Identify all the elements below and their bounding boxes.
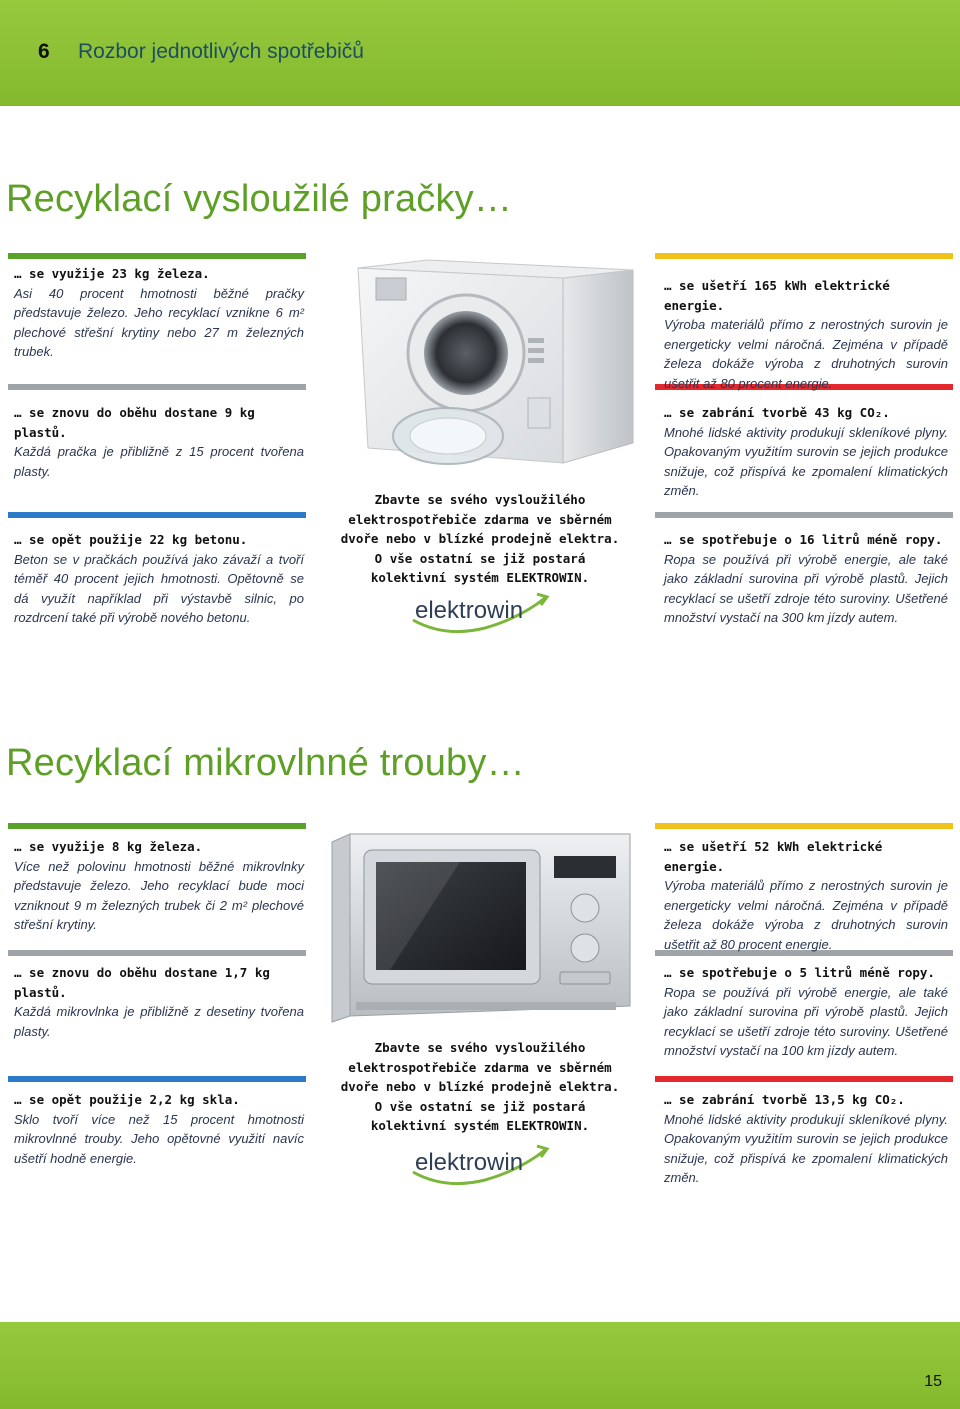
washer-concrete-block <box>14 530 304 628</box>
logo-wordmark: elektrowin <box>415 1149 524 1176</box>
washer-oil-text: Ropa se používá při výrobě energie, ale také jako základní surovina při výrobě plastů. Jejich recyklací se ušetří zdroje této suroviny. Ušetřené množství vystačí na 300 km jízdy autem. <box>664 551 948 625</box>
microwave-co2-text: Mnohé lidské aktivity produkují skleníkové plyny. Opakovaným využitím surovin se jejich produkce snižuje, což přispívá ke zpomalení klimatických změn. <box>664 1111 948 1185</box>
microwave-glass-heading: … se opět použije 2,2 kg skla. <box>14 1092 240 1107</box>
washer-plastic-block <box>14 403 304 481</box>
washer-plastic-heading: … se znovu do oběhu dostane 9 kg plastů. <box>14 405 255 440</box>
rule-gray <box>655 512 953 518</box>
rule-gray <box>8 384 306 390</box>
rule-yellow <box>655 253 953 259</box>
washer-section-title: Recyklací vysloužilé pračky… <box>6 178 513 220</box>
microwave-oil-heading: … se spotřebuje o 5 litrů méně ropy. <box>664 965 935 980</box>
washer-concrete-heading: … se opět použije 22 kg betonu. <box>14 532 248 547</box>
rule-green <box>8 823 306 829</box>
microwave-section-title: Recyklací mikrovlnné trouby… <box>6 742 525 784</box>
microwave-plastic-block <box>14 963 304 1041</box>
footer-bar <box>0 1322 960 1409</box>
microwave-iron-heading: … se využije 8 kg železa. <box>14 839 203 854</box>
washer-collection-note: Zbavte se svého vysloužilého elektrospotřebiče zdarma ve sběrném dvoře nebo v blízké prodejně elektra. O vše ostatní se již postará kolektivní systém ELEKTROWIN. <box>340 492 620 585</box>
rule-green <box>8 253 306 259</box>
microwave-co2-heading: … se zabrání tvorbě 13,5 kg CO₂. <box>664 1092 905 1107</box>
washer-energy-text: Výroba materiálů přímo z nerostných surovin je energeticky velmi náročná. Zejména v případě železa dokáže výroba z druhotných surovin ušetřit až 80 procent energie. <box>664 317 948 391</box>
chapter-number: 6 <box>38 40 50 63</box>
microwave-energy-text: Výroba materiálů přímo z nerostných surovin je energeticky velmi náročná. Zejména v případě železa dokáže výroba z druhotných surovin ušetřit až 80 procent energie. <box>664 878 948 952</box>
rule-gray <box>8 950 306 956</box>
washer-energy-heading: … se ušetří 165 kWh elektrické energie. <box>664 278 890 313</box>
microwave-iron-block <box>14 837 304 935</box>
microwave-glass-block <box>14 1090 304 1168</box>
elektrowin-logo <box>405 588 555 638</box>
microwave-collection-note: Zbavte se svého vysloužilého elektrospotřebiče zdarma ve sběrném dvoře nebo v blízké prodejně elektra. O vše ostatní se již postará kolektivní systém ELEKTROWIN. <box>340 1040 620 1133</box>
washing-machine-image <box>348 258 640 488</box>
microwave-energy-block <box>664 837 948 954</box>
washer-iron-heading: … se využije 23 kg železa. <box>14 266 210 281</box>
rule-blue <box>8 1076 306 1082</box>
washer-iron-text: Asi 40 procent hmotnosti běžné pračky představuje železo. Jeho recyklací vznikne 6 m² plechové střešní krytiny nebo 27 m železných trubek. <box>14 285 304 359</box>
washer-oil-block <box>664 530 948 628</box>
rule-blue <box>8 512 306 518</box>
washer-co2-block <box>664 403 948 501</box>
logo-wordmark: elektrowin <box>415 597 524 624</box>
chapter-title: Rozbor jednotlivých spotřebičů <box>78 40 364 63</box>
washer-co2-text: Mnohé lidské aktivity produkují skleníkové plyny. Opakovaným využitím surovin se jejich produkce snižuje, což přispívá ke zpomalení klimatických změn. <box>664 424 948 498</box>
microwave-oil-text: Ropa se používá při výrobě energie, ale také jako základní surovina při výrobě plastů. Jejich recyklací se ušetří zdroje této suroviny. Ušetřené množství vystačí na 100 km jízdy autem. <box>664 984 948 1058</box>
washer-plastic-text: Každá pračka je přibližně z 15 procent tvořena plasty. <box>14 444 304 479</box>
rule-red <box>655 1076 953 1082</box>
microwave-energy-heading: … se ušetří 52 kWh elektrické energie. <box>664 839 883 874</box>
washer-energy-block <box>664 276 948 393</box>
washer-concrete-text: Beton se v pračkách používá jako závaží a tvoří téměř 40 procent jejich hmotnosti. Opětovně se dá využít například při výstavbě silnic, po rozdrcení také při výrobě nového betonu. <box>14 551 304 625</box>
microwave-iron-text: Více než polovinu hmotnosti běžné mikrovlnky představuje železo. Jeho recyklací bude moci vzniknout 9 m železných trubek či 2 m² plechové střešní krytiny. <box>14 858 304 932</box>
washer-oil-heading: … se spotřebuje o 16 litrů méně ropy. <box>664 532 943 547</box>
microwave-plastic-heading: … se znovu do oběhu dostane 1,7 kg plastů. <box>14 965 270 1000</box>
microwave-glass-text: Sklo tvoří více než 15 procent hmotnosti mikrovlnné trouby. Jeho opětovné využití navíc ušetří hodně energie. <box>14 1111 304 1166</box>
washer-iron-block <box>14 264 304 362</box>
microwave-image <box>330 826 636 1028</box>
microwave-plastic-text: Každá mikrovlnka je přibližně z desetiny tvořena plasty. <box>14 1004 304 1039</box>
microwave-oil-block <box>664 963 948 1061</box>
microwave-co2-block <box>664 1090 948 1188</box>
elektrowin-logo <box>405 1140 555 1190</box>
washer-co2-heading: … se zabrání tvorbě 43 kg CO₂. <box>664 405 890 420</box>
page-number: 15 <box>924 1373 942 1390</box>
rule-yellow <box>655 823 953 829</box>
